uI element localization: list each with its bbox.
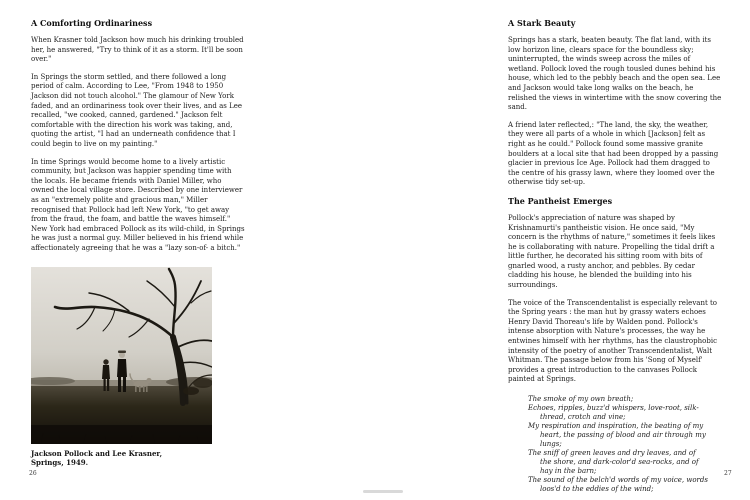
poem-line: My respiration and inspiration, the beating of my heart, the passing of blood and air through my lungs; — [528, 422, 706, 448]
right-page-column — [508, 18, 723, 494]
poem-line: The sound of the belch'd words of my voice, words loos'd to the eddies of the wind; — [528, 476, 708, 493]
whitman-poem-quote — [528, 395, 708, 494]
photo-caption-line2: Springs, 1949. — [31, 458, 89, 467]
poem-line: The sniff of green leaves and dry leaves, and of the shore, and dark-color'd sea-rocks, and of hay in the barn; — [528, 449, 699, 475]
right-page-number: 27 — [724, 470, 732, 477]
photo-caption — [31, 449, 212, 467]
paragraph: Pollock's appreciation of nature was shaped by Krishnamurti's pantheistic vision. He once said, "My concern is the rhythms of nature," sometimes it feels likes he is collaborating with nature. Propelling the tidal drift a little further, he decorated his sitting room with bits of gnarled wood, a rusty anchor, and pebbles. By cedar cladding his house, he blended the building into his surroundings. — [508, 213, 716, 290]
paragraph: When Krasner told Jackson how much his drinking troubled her, he answered, "Try to think of it as a storm. It'll be soon over." — [31, 36, 244, 64]
pollock-krasner-photo — [31, 267, 212, 467]
paragraph: A friend later reflected,: "The land, the sky, the weather, they were all parts of a whole in which [Jackson] felt as right as he could." Pollock found some massive granite boulders at a local site that had been dropped by a passing glacier in previous Ice Age. Pollock had them dragged to the centre of his grassy lawn, where they loomed over the otherwise tidy set-up. — [508, 120, 719, 187]
photo-caption-line1: Jackson Pollock and Lee Krasner, — [31, 449, 163, 458]
paragraph: In Springs the storm settled, and there followed a long period of calm. According to Lee, "From 1948 to 1950 Jackson did not touch alcohol." The glamour of New York faded, and an ordinariness took over their lives, and as Lee recalled, "we cooked, canned, gardened." Jackson felt comfortable with the direction his work was taking, and, quoting the artist, "I had an underneath confidence that I could begin to live on my painting." — [31, 72, 243, 148]
scrollbar-thumb[interactable] — [363, 490, 403, 493]
left-page-heading: A Comforting Ordinariness — [31, 18, 153, 28]
left-page-column — [31, 18, 245, 261]
paragraph: The voice of the Transcendentalist is especially relevant to the Spring years : the man hut by grassy waters echoes Henry David Thoreau's life by Walden pond. Pollock's intense absorption with Nature's processes, the way he entwines himself with her rhythms, has the claustrophobic intensity of the poetry of another Transcendentalist, Walt Whitman. The passage below from his 'Song of Myself' provides a great introduction to the canvases Pollock painted at Springs. — [508, 298, 718, 384]
left-page-number: 26 — [29, 470, 37, 477]
paragraph: Springs has a stark, beaten beauty. The flat land, with its low horizon line, clears space for the boundless sky; uninterrupted, the winds sweep across the miles of wetland. Pollock loved the rough tousled dunes behind his house, which led to the pebbly beach and the open sea. Lee and Jackson would take long walks on the beach, he relished the views in wintertime with the snow covering the sand. — [508, 36, 722, 112]
right-page-heading-1: A Stark Beauty — [508, 18, 576, 28]
photo-image — [31, 267, 212, 444]
poem-line: Echoes, ripples, buzz'd whispers, love-root, silk-thread, crotch and vine; — [528, 404, 699, 421]
poem-line: The smoke of my own breath; — [528, 395, 634, 403]
right-page-heading-2: The Pantheist Emerges — [508, 195, 613, 206]
paragraph: In time Springs would become home to a lively artistic community, but Jackson was happier spending time with the locals. He became friends with Daniel Miller, who owned the local village store. Described by one interviewer as an "extremely polite and gracious man," Miller recognised that Pollock had left New York, "to get away from the fraud, the foam, and battle the waves himself." New York had embraced Pollock as its wild-child, in Springs he was just a normal guy. Miller believed in his friend while affectionately agreeing that he was a "lazy son-of- a bitch." — [31, 157, 245, 252]
